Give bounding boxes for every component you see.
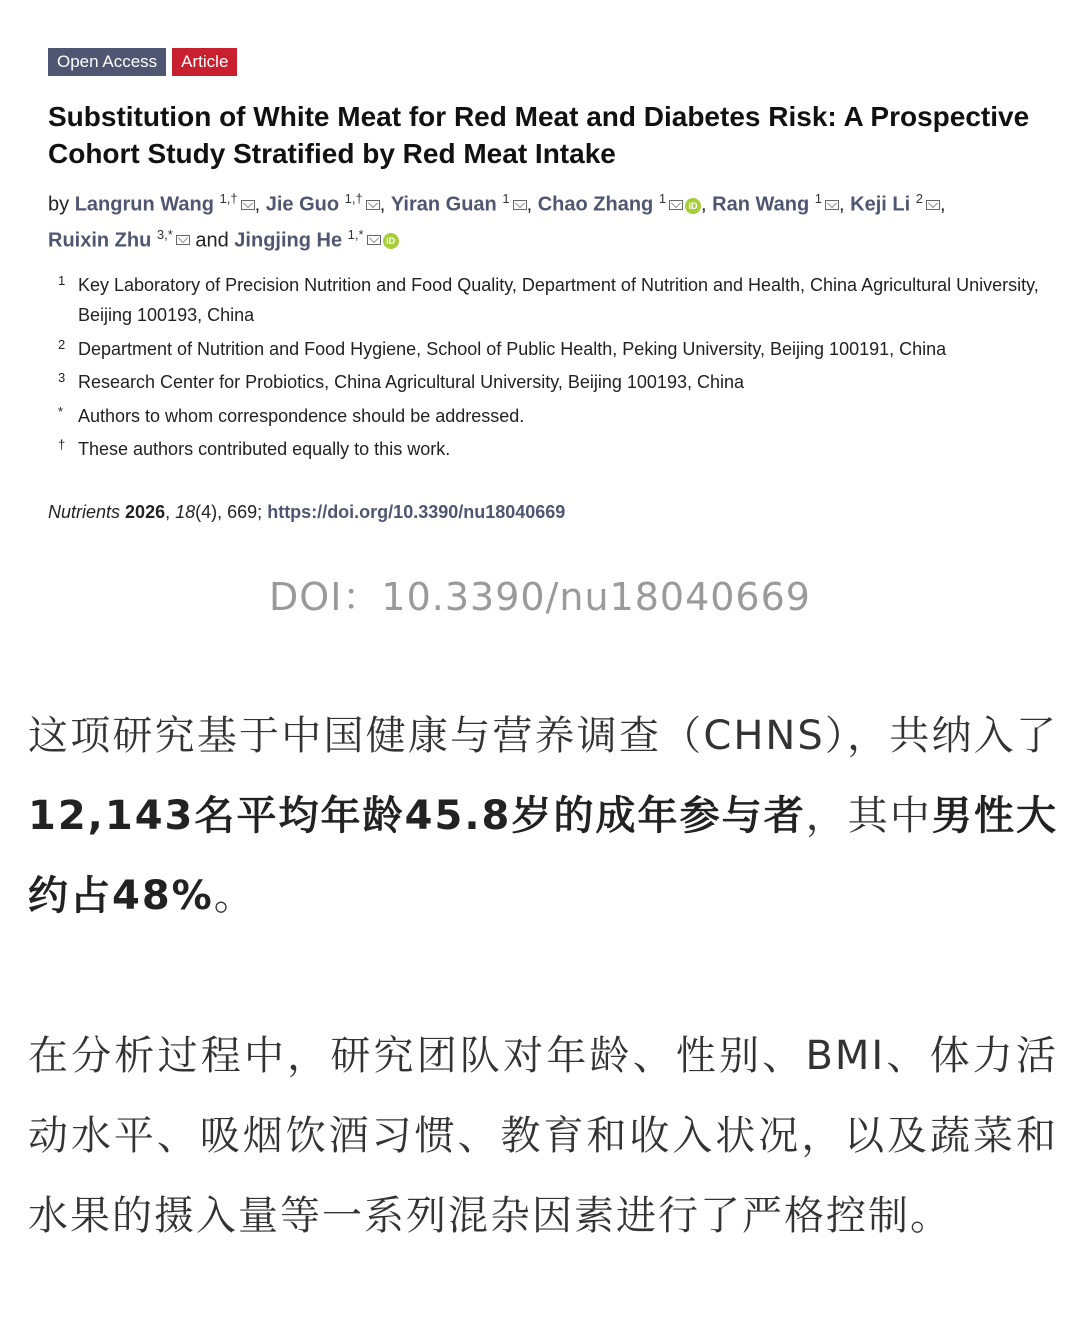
affiliation-mark: *: [58, 404, 64, 419]
affiliation-item: [58, 434, 1048, 464]
orcid-icon[interactable]: iD: [383, 233, 399, 249]
and-label: and: [195, 229, 229, 252]
email-icon[interactable]: [926, 200, 940, 210]
citation-volume: 18: [175, 502, 196, 522]
author-list: by Langrun Wang $^{1,\dagger}$ , Jie Guo $^{1,\dagger}$ , Yiran Guan $^1$ , Chao Zhang $^1$ iD , Ran Wang $^1$ , Keji Li $^2$ , Ruixin Zhu $^{3,*}$ and Jingjing He $^{1,*}$ iD: [48, 191, 946, 252]
author-name[interactable]: Ruixin Zhu: [48, 229, 152, 252]
affiliation-item: [58, 334, 1048, 364]
author-name[interactable]: Jingjing He: [234, 229, 343, 252]
paper-header-image: [0, 0, 1080, 540]
orcid-icon[interactable]: iD: [685, 198, 701, 214]
email-icon[interactable]: [176, 235, 190, 245]
author-affil: 2: [915, 191, 923, 206]
email-icon[interactable]: [825, 200, 839, 210]
affiliation-item: [58, 367, 1048, 397]
author-affil: 3,*: [156, 226, 173, 242]
paragraph-text: ，其中: [805, 793, 932, 839]
affiliation-text: Authors to whom correspondence should be addressed.: [78, 406, 525, 426]
affiliation-mark: 2: [58, 337, 66, 352]
author-affil: 1: [502, 191, 510, 206]
author-affil: 1,†: [344, 191, 363, 206]
author-affil: 1: [658, 191, 667, 206]
email-icon[interactable]: [241, 200, 255, 210]
paragraph-text: 。: [213, 873, 256, 919]
journal-name: Nutrients: [48, 502, 121, 522]
email-icon[interactable]: [366, 200, 380, 210]
email-icon[interactable]: [367, 235, 381, 245]
author-name[interactable]: Chao Zhang: [537, 193, 654, 216]
by-label: by: [48, 193, 70, 216]
email-icon[interactable]: [669, 200, 683, 210]
body-paragraph: [28, 696, 1058, 936]
affiliation-text: Research Center for Probiotics, China Agricultural University, Beijing 100193, China: [78, 372, 744, 392]
paragraph-text: 这项研究基于中国健康与营养调查（CHNS），共纳入了: [28, 713, 1058, 759]
highlight-text: 12,143名平均年龄45.8岁的成年参与者: [28, 793, 806, 839]
affiliation-mark: 3: [58, 370, 66, 385]
article-badge: Article: [172, 48, 237, 76]
author-name[interactable]: Keji Li: [850, 193, 911, 216]
affiliation-text: Department of Nutrition and Food Hygiene, School of Public Health, Peking University, Beijing 100191, China: [78, 339, 947, 359]
citation-line: Nutrients 2026, 18(4), 669; https://doi.org/10.3390/nu18040669: [48, 502, 566, 522]
badge-row: [48, 48, 237, 76]
author-name[interactable]: Langrun Wang: [74, 193, 214, 216]
affiliation-item: [58, 270, 1048, 330]
affiliation-item: [58, 401, 1048, 431]
email-icon[interactable]: [513, 200, 527, 210]
affiliation-mark: †: [58, 437, 66, 452]
highlight-text: 男性大约占48%: [28, 793, 1059, 919]
author-affil: 1,*: [347, 226, 364, 242]
affiliation-text: Key Laboratory of Precision Nutrition and Food Quality, Department of Nutrition and Health, China Agricultural University, Beijing 100193, China: [78, 275, 1039, 325]
doi-link[interactable]: https://doi.org/10.3390/nu18040669: [267, 502, 566, 522]
paper-title: Substitution of White Meat for Red Meat and Diabetes Risk: A Prospective Cohort Study Stratified by Red Meat Intake: [48, 101, 1030, 169]
affiliation-mark: 1: [58, 273, 66, 288]
author-affil: 1: [814, 191, 822, 206]
author-name[interactable]: Yiran Guan: [390, 193, 497, 216]
author-name[interactable]: Jie Guo: [265, 193, 340, 216]
author-name[interactable]: Ran Wang: [712, 193, 810, 216]
body-paragraph: 在分析过程中，研究团队对年龄、性别、BMI、体力活动水平、吸烟饮酒习惯、教育和收入状况，以及蔬菜和水果的摄入量等一系列混杂因素进行了严格控制。: [28, 1033, 1058, 1239]
citation-issue: (4), 669;: [195, 502, 263, 522]
image-caption: DOI：10.3390/nu18040669: [269, 575, 811, 619]
open-access-badge: Open Access: [48, 48, 166, 76]
affiliation-text: These authors contributed equally to this work.: [78, 439, 451, 459]
author-affil: 1,†: [219, 191, 238, 206]
citation-year: 2026: [125, 502, 166, 522]
